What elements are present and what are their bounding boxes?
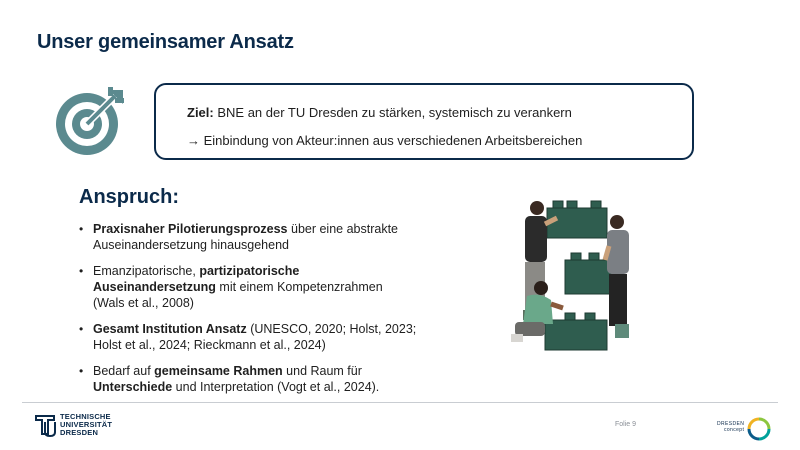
partner-line: DRESDEN [717,421,745,427]
bullet-bold: partizipatorische [199,264,300,278]
bullet-text: und Raum für [282,364,362,378]
bullet-bold: Unterschiede [93,380,173,394]
bullet-bold: Praxisnaher Pilotierungsprozess [93,222,288,236]
slide-title: Unser gemeinsamer Ansatz [37,31,294,53]
bullet-text: Emanzipatorische, [93,264,200,278]
bullet-text: (UNESCO, 2020; Holst, 2023; [246,322,417,336]
goal-text: BNE an der TU Dresden zu stärken, systemisch zu verankern [213,105,572,120]
goal-box [154,83,694,160]
partner-line: concept [723,427,745,433]
goal-label: Ziel: [187,105,214,120]
target-arrow-icon [53,82,129,158]
people-stacking-blocks-illustration [505,196,645,354]
dresden-concept-logo [746,416,772,442]
institution-name [60,413,112,437]
bullet-text: Bedarf auf [93,364,155,378]
goal-line [187,105,692,121]
bullet-text: (Wals et al., 2008) [93,296,194,310]
claim-heading: Anspruch: [79,186,179,208]
bullet-bold: Auseinandersetzung [93,280,216,294]
claim-bullet-list [79,221,469,405]
bullet-item [79,363,469,395]
bullet-text: über eine abstrakte [287,222,399,236]
slide-number: Folie 9 [615,421,637,428]
goal-line-2: → Einbindung von Akteur:innen aus verschiedenen Arbeitsbereichen [187,133,583,148]
institution-line: DRESDEN [60,428,99,437]
dresden-concept-logo-text [717,421,744,433]
bullet-bold: Gesamt Institution Ansatz [93,322,247,336]
institution-line: TECHNISCHE [60,412,111,421]
footer-divider [22,402,778,403]
bullet-item [79,221,469,253]
bullet-text: mit einem Kompetenzrahmen [215,280,383,294]
bullet-item [79,263,469,311]
bullet-item [79,321,469,353]
bullet-bold: gemeinsame Rahmen [154,364,283,378]
bullet-text: Holst et al., 2024; Rieckmann et al., 2024) [93,338,326,352]
bullet-text: und Interpretation (Vogt et al., 2024). [172,380,380,394]
institution-line: UNIVERSITÄT [60,420,113,429]
bullet-text: Auseinandersetzung hinausgehend [93,238,289,252]
